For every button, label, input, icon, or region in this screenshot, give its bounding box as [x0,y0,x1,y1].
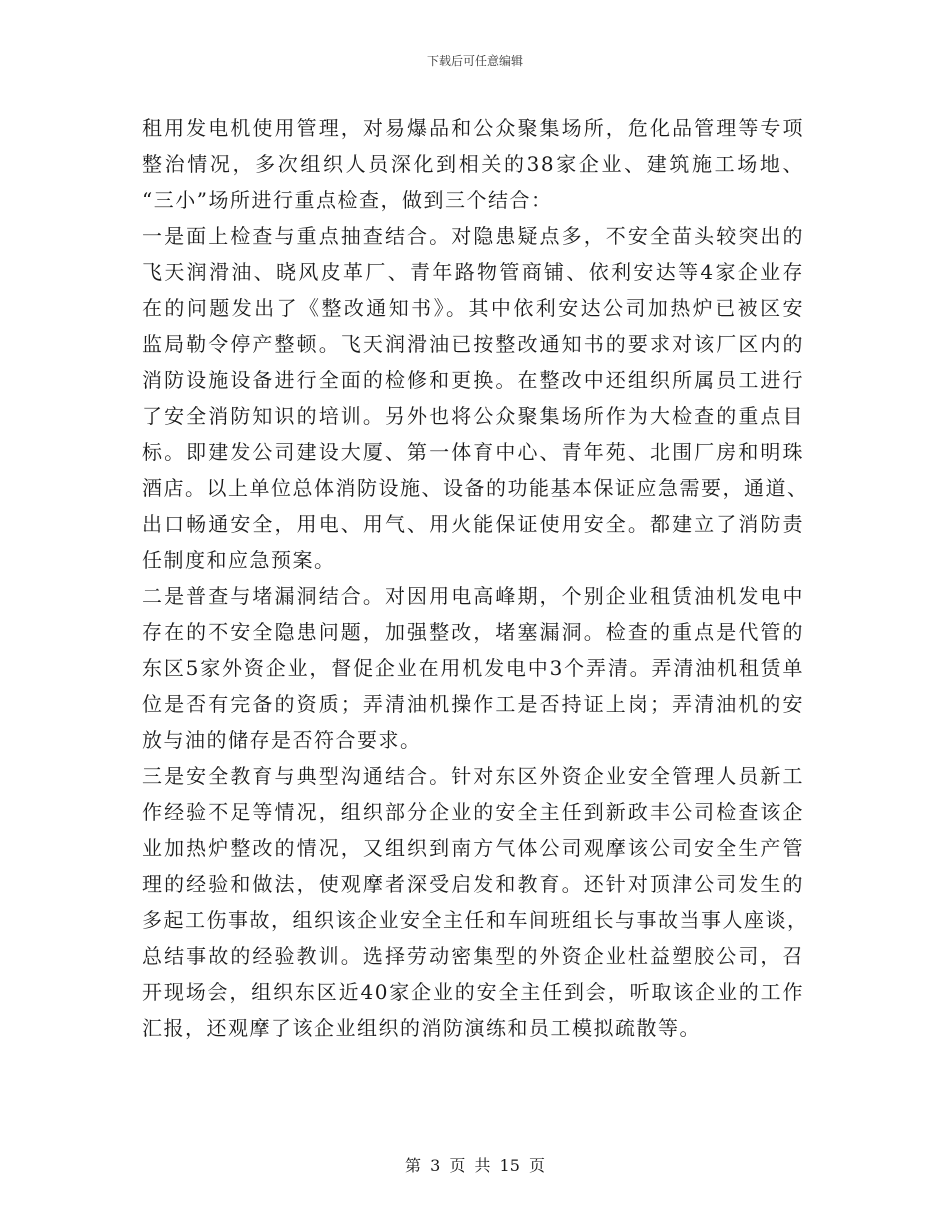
text-line: 东区5家外资企业，督促企业在用机发电中3个弄清。弄清油机租赁单 [142,656,804,680]
text-line: 汇报，还观摩了该企业组织的消防演练和员工模拟疏散等。 [142,1016,701,1040]
text-line: 作经验不足等情况，组织部分企业的安全主任到新政丰公司检查该企 [142,800,804,824]
text-line: 一是面上检查与重点抽查结合。对隐患疑点多，不安全苗头较突出的 [142,224,804,248]
page-header: 下载后可任意编辑 [426,54,523,68]
text-line: 总结事故的经验教训。选择劳动密集型的外资企业杜益塑胶公司，召 [142,944,804,968]
text-line: 三是安全教育与典型沟通结合。针对东区外资企业安全管理人员新工 [142,764,804,788]
text-line: 在的问题发出了《整改通知书》。其中依利安达公司加热炉已被区安 [142,296,804,320]
text-line: 飞天润滑油、晓风皮革厂、青年路物管商铺、依利安达等4家企业存 [142,260,804,284]
text-line: 标。即建发公司建设大厦、第一体育中心、青年苑、北围厂房和明珠 [142,440,804,464]
body-text [142,110,809,1046]
text-line: 放与油的储存是否符合要求。 [142,728,422,752]
text-line: 任制度和应急预案。 [142,548,336,572]
text-line: 存在的不安全隐患问题，加强整改，堵塞漏洞。检查的重点是代管的 [142,620,804,644]
text-line: 监局勒令停产整顿。飞天润滑油已按整改通知书的要求对该厂区内的 [142,332,804,356]
text-line: 整治情况，多次组织人员深化到相关的38家企业、建筑施工场地、 [142,152,804,176]
text-line: 租用发电机使用管理，对易爆品和公众聚集场所，危化品管理等专项 [142,116,804,140]
page-footer: 第 3 页 共 15 页 [405,1156,545,1175]
text-line: 业加热炉整改的情况，又组织到南方气体公司观摩该公司安全生产管 [142,836,804,860]
text-line: 位是否有完备的资质；弄清油机操作工是否持证上岗；弄清油机的安 [142,692,804,716]
text-line: “三小”场所进行重点检查，做到三个结合： [142,188,553,212]
text-line: 二是普查与堵漏洞结合。对因用电高峰期，个别企业租赁油机发电中 [142,584,804,608]
text-line: 多起工伤事故，组织该企业安全主任和车间班组长与事故当事人座谈， [142,908,809,932]
text-line: 酒店。以上单位总体消防设施、设备的功能基本保证应急需要，通道、 [142,476,809,500]
text-line: 消防设施设备进行全面的检修和更换。在整改中还组织所属员工进行 [142,368,804,392]
text-line: 出口畅通安全，用电、用气、用火能保证使用安全。都建立了消防责 [142,512,804,536]
text-line: 理的经验和做法，使观摩者深受启发和教育。还针对顶津公司发生的 [142,872,804,896]
text-line: 了安全消防知识的培训。另外也将公众聚集场所作为大检查的重点目 [142,404,804,428]
text-line: 开现场会，组织东区近40家企业的安全主任到会，听取该企业的工作 [142,980,804,1004]
